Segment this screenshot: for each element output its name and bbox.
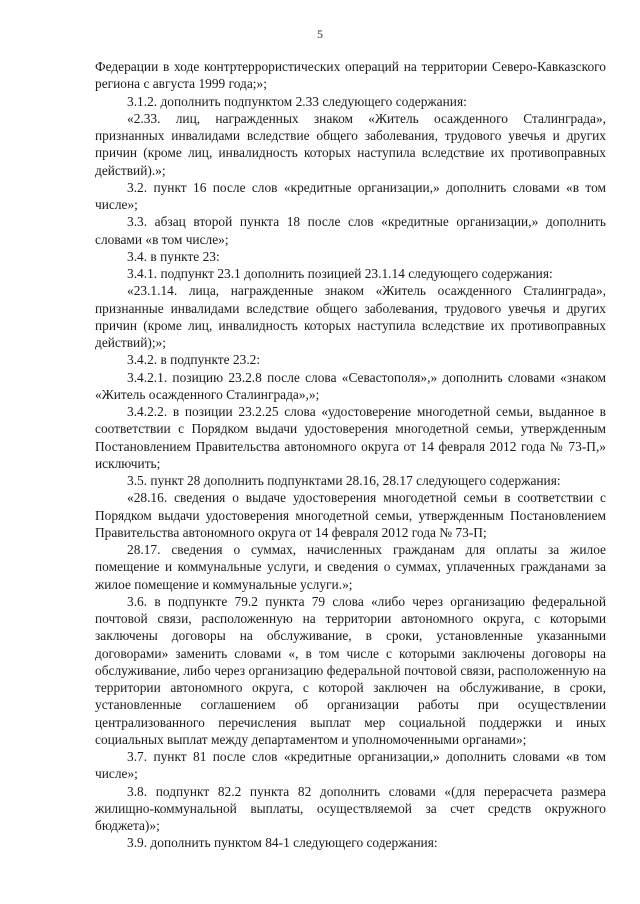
paragraph: 3.5. пункт 28 дополнить подпунктами 28.16, 28.17 следующего содержания:: [127, 473, 561, 488]
paragraph: 3.4.2.1. позицию 23.2.8 после слова «Севастополя»,» дополнить словами «знаком «Житель осажденного Сталинграда»,»;: [95, 369, 606, 402]
paragraph: 3.4.2.2. в позиции 23.2.25 слова «удостоверение многодетной семьи, выданное в соответствии с Порядком выдачи удостоверения многодетной семьи, утвержденным Постановлением Правительства автономного округа от 14 февраля 2012 года № 73-П,» исключить;: [95, 404, 606, 471]
paragraph: Федерации в ходе контртеррористических операций на территории Северо-Кавказского региона с августа 1999 года;»;: [95, 59, 606, 92]
paragraph: «23.1.14. лица, награжденные знаком «Житель осажденного Сталинграда», признанные инвалидами вследствие общего заболевания, трудового увечья и других причин (кроме лиц, инвалидность которых наступила вследствие их противоправных действий);»;: [95, 283, 606, 350]
paragraph: 3.4. в пункте 23:: [127, 248, 220, 264]
paragraph: 3.1.2. дополнить подпунктом 2.33 следующего содержания:: [127, 93, 467, 109]
paragraph: 3.7. пункт 81 после слов «кредитные организации,» дополнить словами «в том числе»;: [95, 749, 606, 782]
paragraph: 3.2. пункт 16 после слов «кредитные организации,» дополнить словами «в том числе»;: [95, 179, 606, 212]
paragraph: «2.33. лиц, награжденных знаком «Житель осажденного Сталинграда», признанных инвалидами вследствие общего заболевания, трудового увечья и других причин (кроме лиц, инвалидность которых наступила вследствие их противоправных действий).»;: [95, 110, 606, 178]
paragraph: «28.16. сведения о выдаче удостоверения многодетной семьи в соответствии с Порядком выдачи удостоверения многодетной семьи, утвержденным Постановлением Правительства автономного округа от 14 февраля 2012 года № 73-П;: [95, 490, 606, 540]
paragraph: 3.8. подпункт 82.2 пункта 82 дополнить словами «(для перерасчета размера жилищно-коммунальной выплаты, осуществляемой за счет средств окружного бюджета)»;: [95, 783, 606, 833]
page-number: 5: [317, 27, 323, 41]
paragraph: 3.4.1. подпункт 23.1 дополнить позицией 23.1.14 следующего содержания:: [127, 266, 553, 281]
paragraph: 28.17. сведения о суммах, начисленных гражданам для оплаты за жилое помещение и коммунальные услуги, и сведения о суммах, уплаченных гражданами за жилое помещение и коммунальные услуги.»;: [95, 542, 606, 592]
paragraph: 3.6. в подпункте 79.2 пункта 79 слова «либо через организацию федеральной почтовой связи, расположенную на территории автономного округа, с которыми заключены договоры на обслуживание, в сроки, установленные указанными договорами» заменить словами «, в том числе с которыми заключены договоры на обслуживание, либо через организацию федеральной почтовой связи, расположенную на территории автономного округа, с которой заключен на обслуживание, в сроки, установленные соглашением об организации работы при осуществлении централизованного перечисления выплат мер социальной поддержки и иных социальных выплат между департаментом и уполномоченными органами»;: [95, 593, 606, 747]
paragraph: 3.4.2. в подпункте 23.2:: [127, 352, 261, 368]
document-body: [95, 58, 606, 852]
paragraph: 3.9. дополнить пунктом 84-1 следующего содержания:: [127, 835, 438, 851]
paragraph: 3.3. абзац второй пункта 18 после слов «кредитные организации,» дополнить словами «в том числе»;: [95, 214, 606, 247]
